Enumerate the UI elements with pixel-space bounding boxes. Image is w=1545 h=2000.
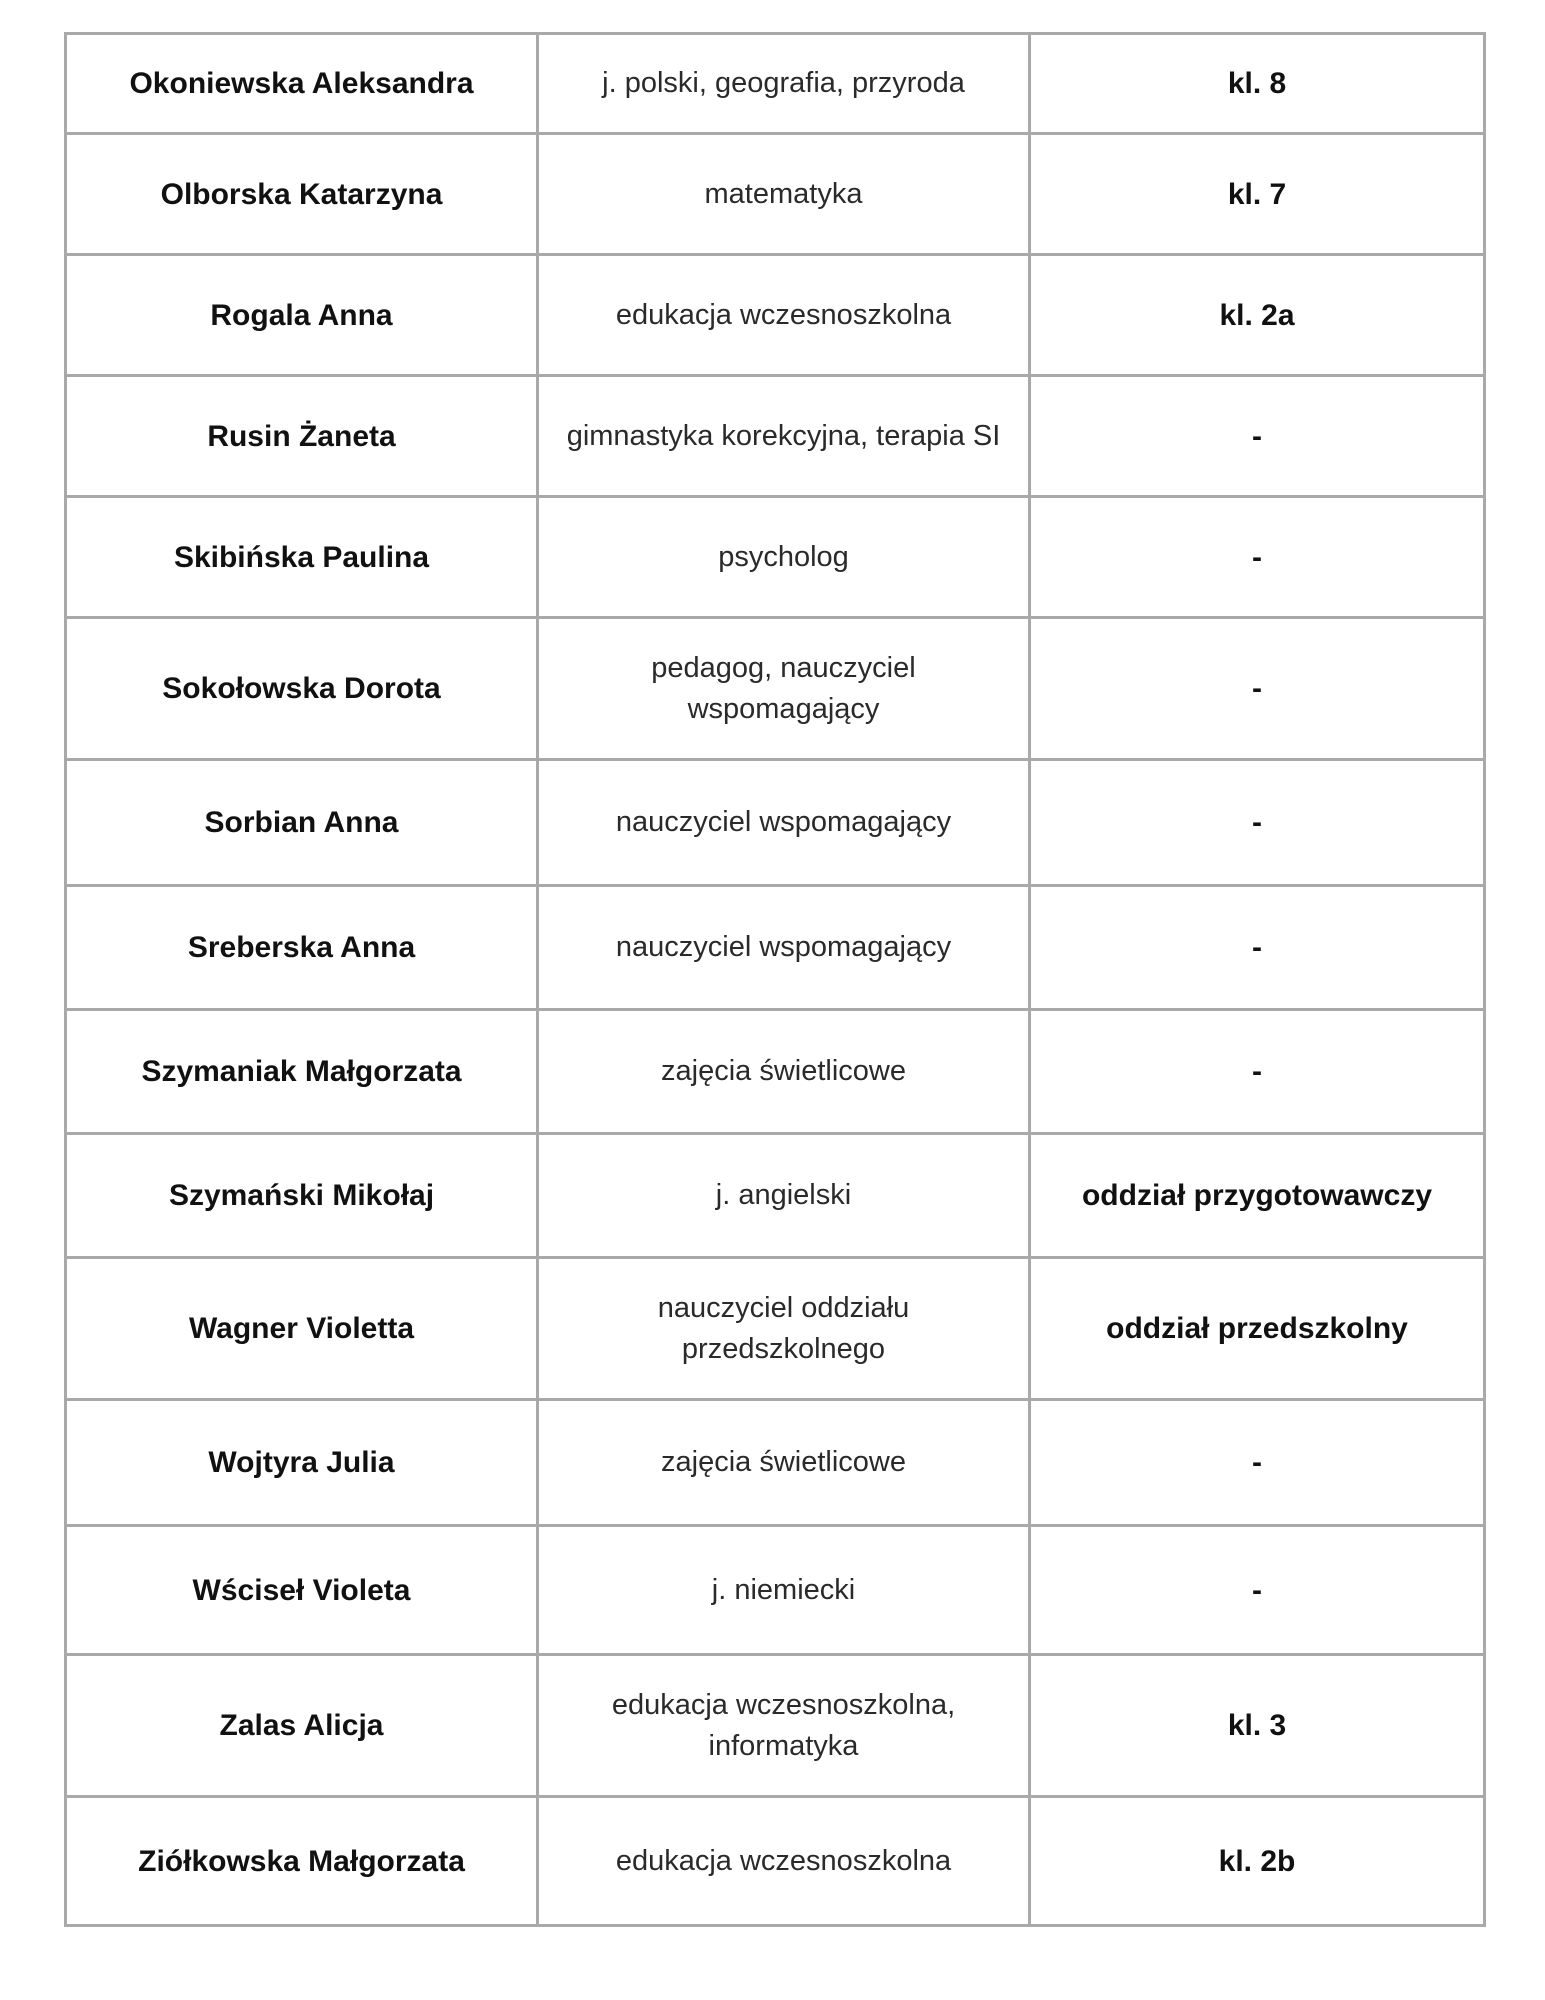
- teacher-subject: edukacja wczesnoszkolna: [538, 255, 1030, 376]
- teacher-subject: j. angielski: [538, 1134, 1030, 1258]
- teacher-class: -: [1030, 618, 1485, 760]
- teacher-class: kl. 7: [1030, 134, 1485, 255]
- teacher-subject: nauczyciel oddziału przedszkolnego: [538, 1258, 1030, 1400]
- table-row: [66, 255, 1485, 376]
- teacher-name: Sreberska Anna: [66, 886, 538, 1010]
- teacher-class: -: [1030, 376, 1485, 497]
- teacher-subject: edukacja wczesnoszkolna: [538, 1797, 1030, 1926]
- teacher-class: -: [1030, 1400, 1485, 1526]
- table-row: [66, 886, 1485, 1010]
- teacher-subject: nauczyciel wspomagający: [538, 760, 1030, 886]
- teacher-name: Sorbian Anna: [66, 760, 538, 886]
- teacher-subject: j. polski, geografia, przyroda: [538, 34, 1030, 134]
- teacher-class: kl. 3: [1030, 1655, 1485, 1797]
- table-row: [66, 497, 1485, 618]
- table-row: [66, 1526, 1485, 1655]
- teacher-class: -: [1030, 760, 1485, 886]
- table-row: [66, 618, 1485, 760]
- teacher-name: Rogala Anna: [66, 255, 538, 376]
- teacher-name: Zalas Alicja: [66, 1655, 538, 1797]
- teacher-class: kl. 2a: [1030, 255, 1485, 376]
- teacher-name: Ziółkowska Małgorzata: [66, 1797, 538, 1926]
- teacher-class: -: [1030, 1010, 1485, 1134]
- teacher-class: oddział przygotowawczy: [1030, 1134, 1485, 1258]
- table-row: [66, 1134, 1485, 1258]
- teacher-class: oddział przedszkolny: [1030, 1258, 1485, 1400]
- teacher-subject: pedagog, nauczyciel wspomagający: [538, 618, 1030, 760]
- teacher-class: -: [1030, 497, 1485, 618]
- teacher-name: Sokołowska Dorota: [66, 618, 538, 760]
- teacher-name: Rusin Żaneta: [66, 376, 538, 497]
- teacher-subject: matematyka: [538, 134, 1030, 255]
- teacher-name: Skibińska Paulina: [66, 497, 538, 618]
- teacher-class: -: [1030, 886, 1485, 1010]
- teacher-class: kl. 8: [1030, 34, 1485, 134]
- teacher-subject: nauczyciel wspomagający: [538, 886, 1030, 1010]
- teacher-subject: zajęcia świetlicowe: [538, 1010, 1030, 1134]
- table-row: [66, 134, 1485, 255]
- teacher-subject: j. niemiecki: [538, 1526, 1030, 1655]
- teacher-name: Szymaniak Małgorzata: [66, 1010, 538, 1134]
- teacher-name: Okoniewska Aleksandra: [66, 34, 538, 134]
- table-row: [66, 376, 1485, 497]
- table-row: [66, 1258, 1485, 1400]
- teacher-name: Wagner Violetta: [66, 1258, 538, 1400]
- teacher-subject: edukacja wczesnoszkolna, informatyka: [538, 1655, 1030, 1797]
- table-row: [66, 760, 1485, 886]
- teacher-class: kl. 2b: [1030, 1797, 1485, 1926]
- teacher-class: -: [1030, 1526, 1485, 1655]
- teacher-name: Wściseł Violeta: [66, 1526, 538, 1655]
- table-row: [66, 1655, 1485, 1797]
- teacher-name: Szymański Mikołaj: [66, 1134, 538, 1258]
- table-row: [66, 1797, 1485, 1926]
- teacher-subject: gimnastyka korekcyjna, terapia SI: [538, 376, 1030, 497]
- teacher-subject: zajęcia świetlicowe: [538, 1400, 1030, 1526]
- table-row: [66, 1400, 1485, 1526]
- teacher-subject: psycholog: [538, 497, 1030, 618]
- teacher-name: Olborska Katarzyna: [66, 134, 538, 255]
- table-row: [66, 1010, 1485, 1134]
- table-row: [66, 34, 1485, 134]
- staff-table: [64, 32, 1486, 1927]
- teacher-name: Wojtyra Julia: [66, 1400, 538, 1526]
